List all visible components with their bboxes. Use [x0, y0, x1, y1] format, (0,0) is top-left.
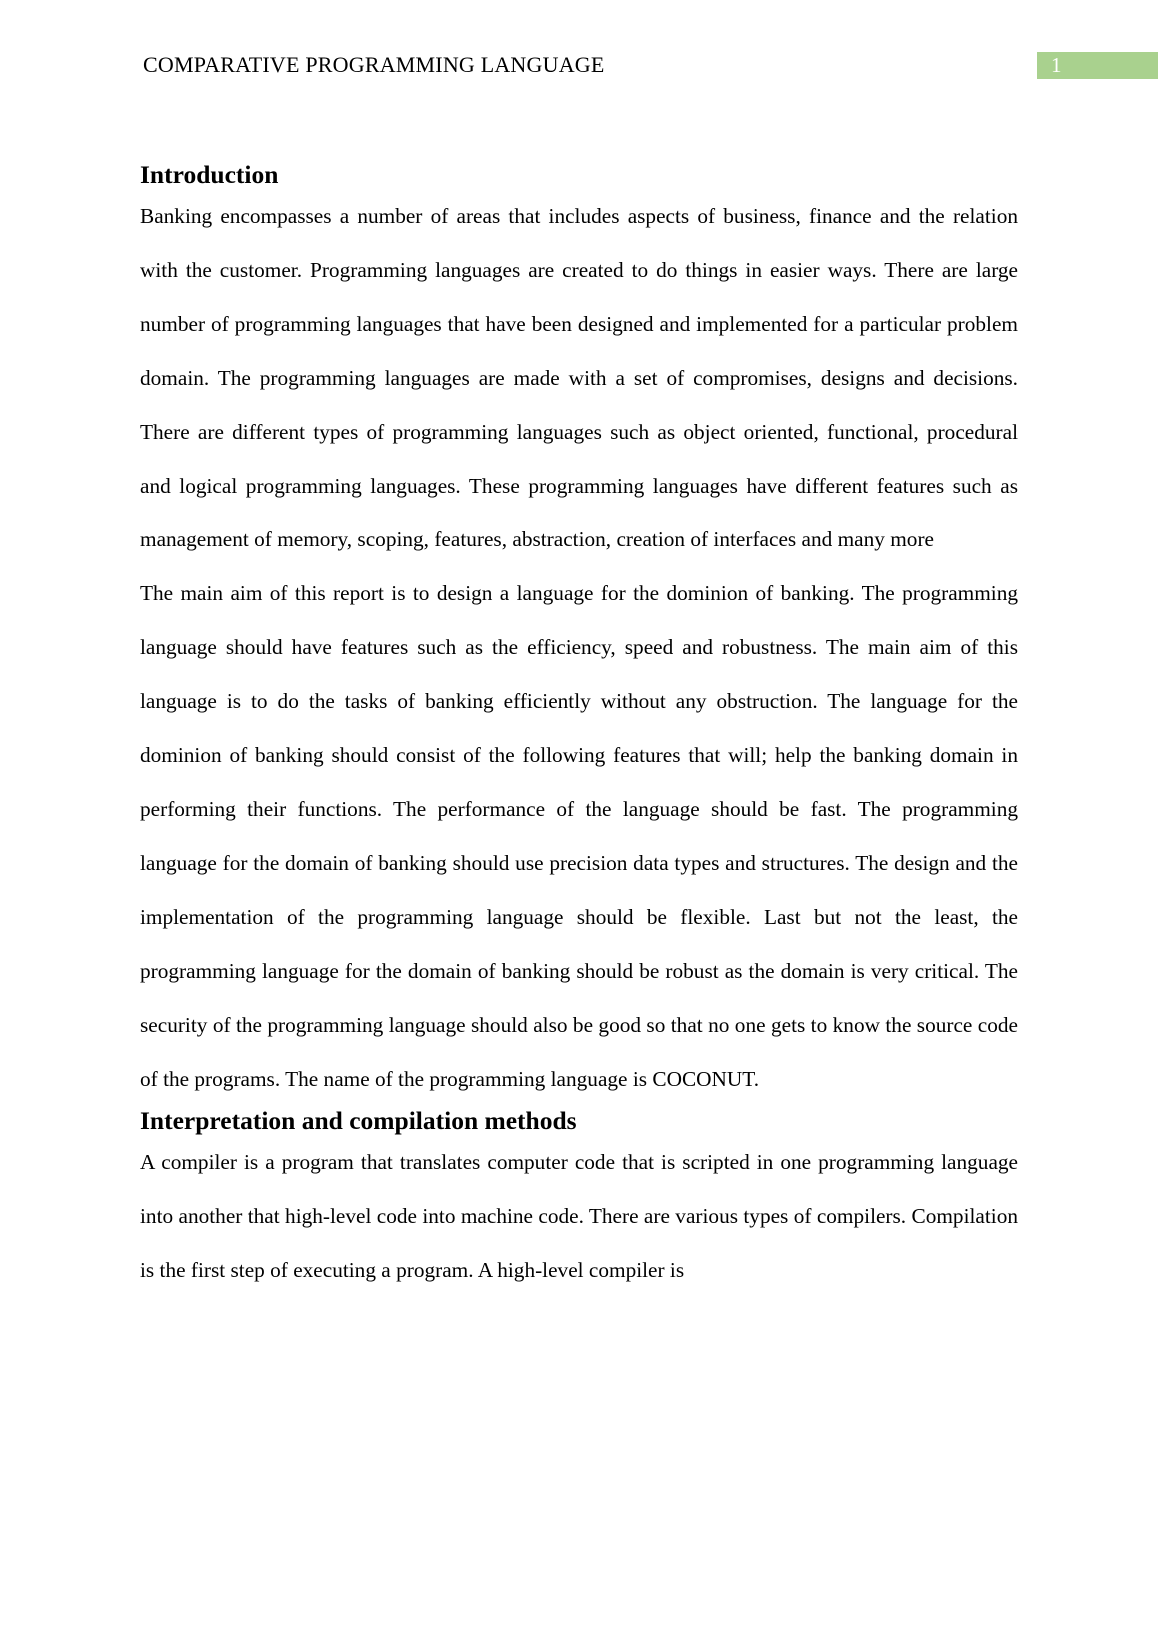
methods-paragraph-1: A compiler is a program that translates computer code that is scripted in one programming language into another that high-level code into machine code. There are various types of compilers. Compilation is the first step of executing a program. A high-level compiler is [140, 1150, 1018, 1283]
page-number-badge: 1 [1037, 52, 1158, 79]
document-body [140, 160, 1018, 1298]
methods-heading: Interpretation and compilation methods [140, 1106, 577, 1136]
introduction-paragraph-1: Banking encompasses a number of areas that includes aspects of business, finance and the relation with the customer. Programming languages are created to do things in easier ways. There are large number of programming languages that have been designed and implemented for a particular problem domain. The programming languages are made with a set of compromises, designs and decisions. There are different types of programming languages such as object oriented, functional, procedural and logical programming languages. These programming languages have different features such as management of memory, scoping, features, abstraction, creation of interfaces and many more [140, 204, 1018, 552]
introduction-paragraph-2: The main aim of this report is to design a language for the dominion of banking. The programming language should have features such as the efficiency, speed and robustness. The main aim of this language is to do the tasks of banking efficiently without any obstruction. The language for the dominion of banking should consist of the following features that will; help the banking domain in performing their functions. The performance of the language should be fast. The programming language for the domain of banking should use precision data types and structures. The design and the implementation of the programming language should be flexible. Last but not the least, the programming language for the domain of banking should be robust as the domain is very critical. The security of the programming language should also be good so that no one gets to know the source code of the programs. The name of the programming language is COCONUT. [140, 581, 1018, 1091]
introduction-heading: Introduction [140, 160, 279, 189]
running-head-title: COMPARATIVE PROGRAMMING LANGUAGE [143, 52, 605, 77]
